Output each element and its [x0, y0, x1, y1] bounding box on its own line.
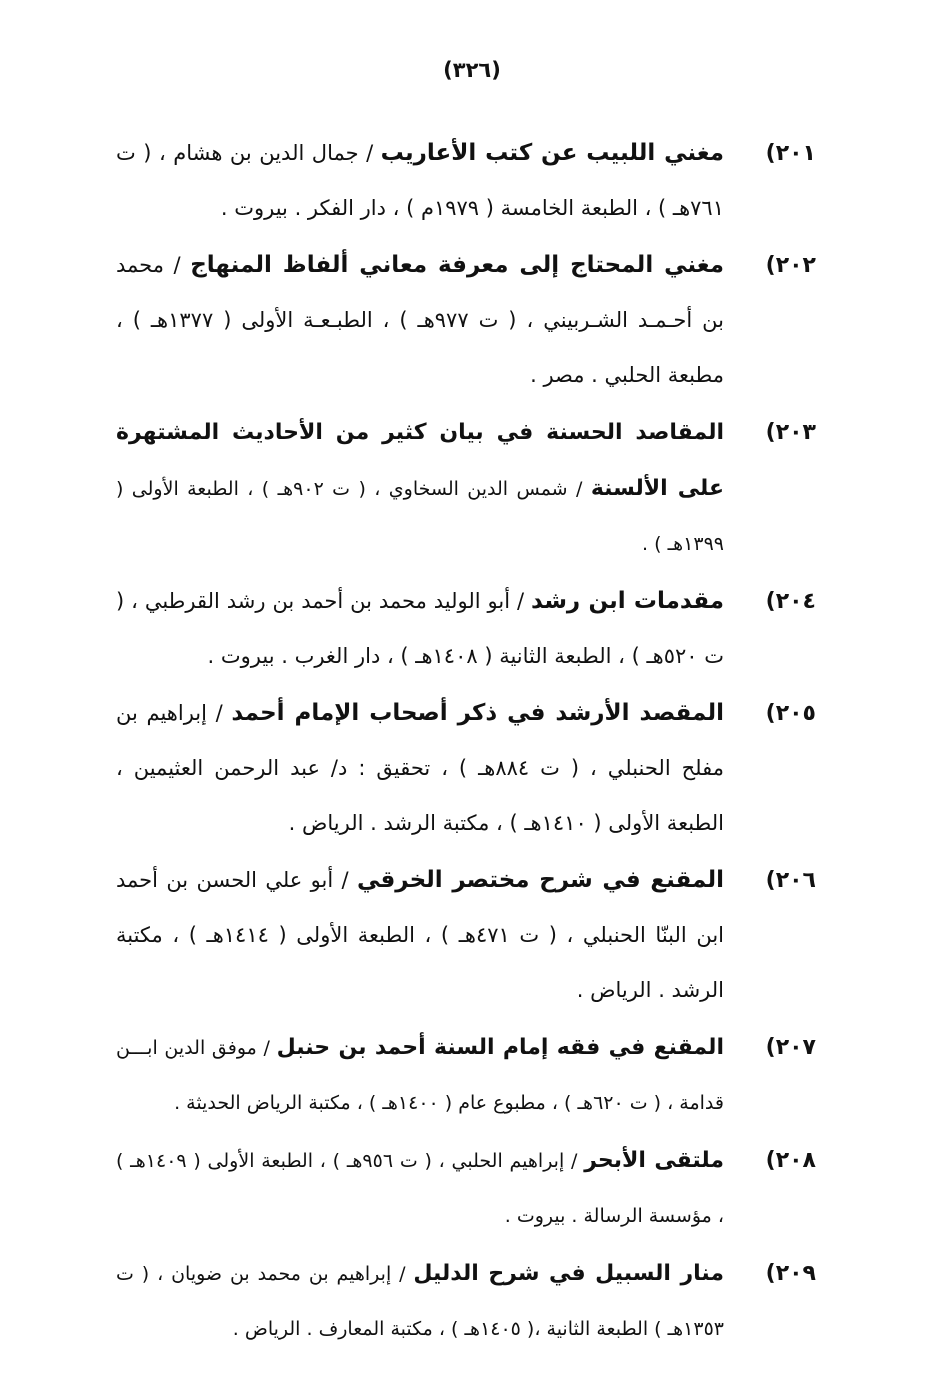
entry-separator: / [567, 478, 583, 500]
entry-separator: / [163, 253, 181, 277]
entry-details: موفق الدين ابـــن قدامة ، ( ت ٦٢٠هـ ) ، مطبوع عام ( ١٤٠٠هـ ) ، مكتبة الرياض الحديثة . [116, 1037, 724, 1114]
entry-title: المقنع في شرح مختصر الخرقي [356, 867, 724, 893]
entry-separator: / [510, 589, 525, 613]
entry-details: إبراهيم بن مفلح الحنبلي ، ( ت ٨٨٤هـ ) ، تحقيق : د/ عبد الرحمن العثيمين ، الطبعة الأولى ( ١٤١٠هـ ) ، مكتبة الرشد . الرياض . [116, 701, 724, 835]
bibliography-entry [116, 405, 816, 572]
entry-details: أبو الوليد محمد بن أحمد بن رشد القرطبي ، ( ت ٥٢٠هـ ) ، الطبعة الثانية ( ١٤٠٨هـ ) ، دار الغرب . بيروت . [116, 589, 724, 668]
bibliography-entry [116, 238, 816, 403]
entry-title: مغني اللبيب عن كتب الأعاريب [380, 140, 724, 166]
entry-title: ملتقى الأبحر [584, 1148, 724, 1173]
entry-number: ٢٠٢) [765, 253, 816, 278]
bibliography-entry [116, 686, 816, 851]
entry-details: إبراهيم بن محمد بن ضويان ، ( ت ١٣٥٣هـ ) الطبعة الثانية ،( ١٤٠٥هـ ) ، مكتبة المعارف . الرياض . [116, 1263, 724, 1340]
entry-separator: / [358, 141, 374, 165]
entry-number: ٢٠٧) [765, 1035, 816, 1060]
entry-details: محمد بن أحـمـد الشـربيني ، ( ت ٩٧٧هـ ) ، الطبـعـة الأولى ( ١٣٧٧هـ ) ، مطبعة الحلبي . مصر . [116, 253, 724, 387]
entry-separator: / [564, 1150, 578, 1172]
bibliography-entry [116, 1133, 816, 1244]
entry-number: ٢٠٨) [765, 1148, 816, 1173]
entry-title: المقصد الأرشد في ذكر أصحاب الإمام أحمد [231, 700, 724, 726]
entry-separator: / [256, 1037, 270, 1059]
entry-title: مقدمات ابن رشد [531, 588, 724, 614]
entry-details: أبو علي الحسن بن أحمد ابن البنّا الحنبلي ، ( ت ٤٧١هـ ) ، الطبعة الأولى ( ١٤١٤هـ ) ، مكتبة الرشد . الرياض . [116, 868, 724, 1002]
entry-title: مغني المحتاج إلى معرفة معاني ألفاظ المنهاج [190, 252, 724, 278]
entry-number: ٢٠٣) [765, 420, 816, 445]
entry-number: ٢٠١) [765, 141, 816, 166]
entry-number: ٢٠٩) [765, 1261, 816, 1286]
entry-title: المقنع في فقه إمام السنة أحمد بن حنبل [276, 1035, 724, 1060]
entry-title: المقاصد الحسنة في بيان كثير من الأحاديث المشتهرة على الألسنة [116, 420, 724, 501]
page-number: (٣٢٦) [443, 58, 501, 82]
bibliography-entry [116, 574, 816, 684]
entry-number: ٢٠٦) [765, 868, 816, 893]
entry-details: جمال الدين بن هشام ، ( ت ٧٦١هـ ) ، الطبعة الخامسة ( ١٩٧٩م ) ، دار الفكر . بيروت . [116, 141, 724, 220]
entry-details: شمس الدين السخاوي ، ( ت ٩٠٢هـ ) ، الطبعة الأولى ( ١٣٩٩هـ ) . [116, 478, 724, 555]
entry-separator: / [391, 1263, 406, 1285]
entry-separator: / [333, 868, 349, 892]
bibliography-entry [116, 1020, 816, 1131]
bibliography-entry [116, 853, 816, 1018]
bibliography-entry [116, 126, 816, 236]
bibliography-entry [116, 1246, 816, 1357]
entry-details: إبراهيم الحلبي ، ( ت ٩٥٦هـ ) ، الطبعة الأولى ( ١٤٠٩هـ ) ، مؤسسة الرسالة . بيروت . [116, 1150, 724, 1227]
entry-number: ٢٠٥) [765, 701, 816, 726]
entry-number: ٢٠٤) [765, 589, 816, 614]
entry-title: منار السبيل في شرح الدليل [413, 1261, 724, 1286]
entry-separator: / [206, 701, 223, 725]
bibliography-list [116, 126, 816, 1359]
